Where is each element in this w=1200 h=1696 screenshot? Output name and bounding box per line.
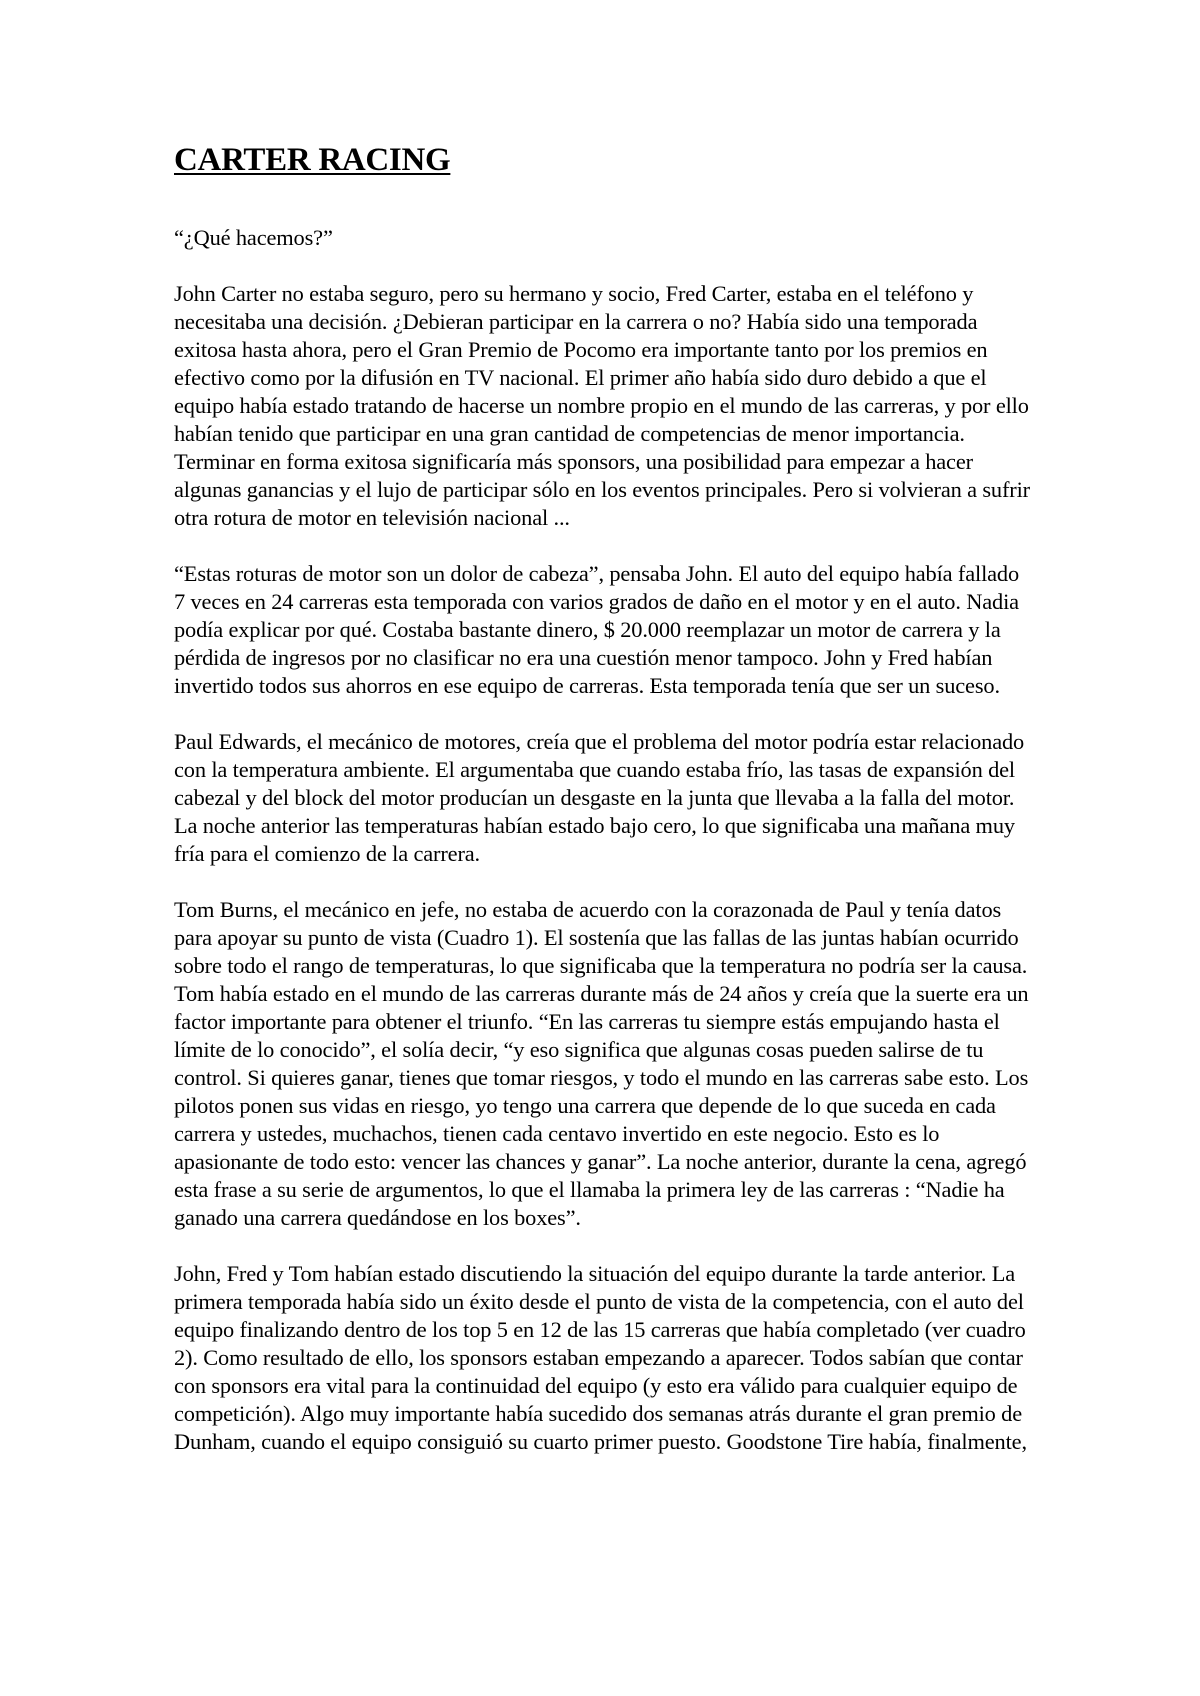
- document-page: [174, 140, 1030, 1484]
- paragraph-paul-edwards: Paul Edwards, el mecánico de motores, creía que el problema del motor podría estar relacionado con la temperatura ambiente. El argumentaba que cuando estaba frío, las tasas de expansión del cabezal y del block del motor producían un desgaste en la junta que llevaba a la falla del motor. La noche anterior las temperaturas habían estado bajo cero, lo que significaba una mañana muy fría para el comienzo de la carrera.: [174, 729, 1025, 866]
- paragraph-team-discussion: John, Fred y Tom habían estado discutiendo la situación del equipo durante la tarde anterior. La primera temporada había sido un éxito desde el punto de vista de la competencia, con el auto del equipo finalizando dentro de los top 5 en 12 de las 15 carreras que había completado (ver cuadro 2). Como resultado de ello, los sponsors estaban empezando a aparecer. Todos sabían que contar con sponsors era vital para la continuidad del equipo (y esto era válido para cualquier equipo de competición). Algo muy importante había sucedido dos semanas atrás durante el gran premio de Dunham, cuando el equipo consiguió su cuarto primer puesto. Goodstone Tire había, finalmente,: [174, 1261, 1027, 1454]
- paragraph-john-carter: John Carter no estaba seguro, pero su hermano y socio, Fred Carter, estaba en el teléfono y necesitaba una decisión. ¿Debieran participar en la carrera o no? Había sido una temporada exitosa hasta ahora, pero el Gran Premio de Pocomo era importante tanto por los premios en efectivo como por la difusión en TV nacional. El primer año había sido duro debido a que el equipo había estado tratando de hacerse un nombre propio en el mundo de las carreras, y por ello habían tenido que participar en una gran cantidad de competencias de menor importancia. Terminar en forma exitosa significaría más sponsors, una posibilidad para empezar a hacer algunas ganancias y el lujo de participar sólo en los eventos principales. Pero si volvieran a sufrir otra rotura de motor en televisión nacional ...: [174, 281, 1030, 530]
- document-title: CARTER RACING: [174, 142, 451, 178]
- paragraph-opening-quote: “¿Qué hacemos?”: [174, 225, 333, 250]
- paragraph-engine-failures: “Estas roturas de motor son un dolor de cabeza”, pensaba John. El auto del equipo había fallado 7 veces en 24 carreras esta temporada con varios grados de daño en el motor y en el auto. Nadia podía explicar por qué. Costaba bastante dinero, $ 20.000 reemplazar un motor de carrera y la pérdida de ingresos por no clasificar no era una cuestión menor tampoco. John y Fred habían invertido todos sus ahorros en ese equipo de carreras. Esta temporada tenía que ser un suceso.: [174, 561, 1020, 698]
- paragraph-tom-burns: Tom Burns, el mecánico en jefe, no estaba de acuerdo con la corazonada de Paul y tenía datos para apoyar su punto de vista (Cuadro 1). El sostenía que las fallas de las juntas habían ocurrido sobre todo el rango de temperaturas, lo que significaba que la temperatura no podría ser la causa. Tom había estado en el mundo de las carreras durante más de 24 años y creía que la suerte era un factor importante para obtener el triunfo. “En las carreras tu siempre estás empujando hasta el límite de lo conocido”, el solía decir, “y eso significa que algunas cosas pueden salirse de tu control. Si quieres ganar, tienes que tomar riesgos, y todo el mundo en las carreras sabe esto. Los pilotos ponen sus vidas en riesgo, yo tengo una carrera que depende de lo que suceda en cada carrera y ustedes, muchachos, tienen cada centavo invertido en este negocio. Esto es lo apasionante de todo esto: vencer las chances y ganar”. La noche anterior, durante la cena, agregó esta frase a su serie de argumentos, lo que el llamaba la primera ley de las carreras : “Nadie ha ganado una carrera quedándose en los boxes”.: [174, 897, 1029, 1230]
